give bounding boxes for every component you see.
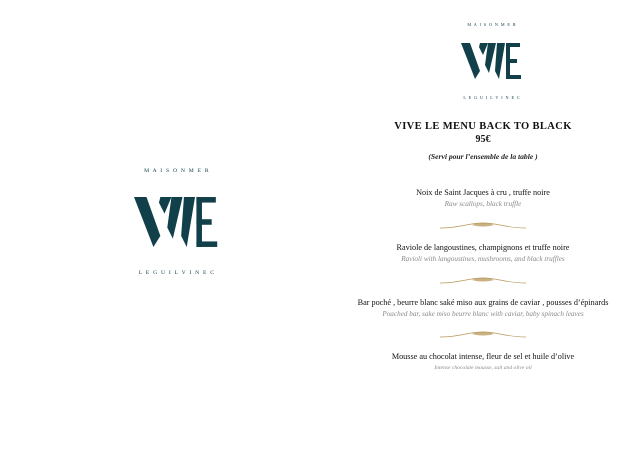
brand-monogram-icon [452,41,532,81]
brand-logo-header [452,22,532,100]
menu-subtitle: (Servi pour l’ensemble de la table ) [428,152,538,162]
brand-arc-top-text-main: M A I S O N M E R [144,168,210,174]
brand-monogram-icon-main [122,194,232,250]
course-name-fr: Mousse au chocolat intense, fleur de sel et huile d’olive [391,352,575,362]
flourish-divider-icon [438,330,528,340]
menu-course-item [352,297,614,320]
course-name-en: Intense chocolate mousse, salt and olive oil [434,364,532,371]
brand-arc-bottom-text: L E G U I L V I N E C [463,95,521,100]
menu-price: 95€ [475,134,491,146]
course-name-en: Raw scallops, black truffle [444,200,522,209]
menu-course-item [352,351,614,372]
flourish-divider-icon [438,276,528,286]
menu-title: VIVE LE MENU BACK TO BLACK [394,121,572,132]
brand-logo-main [122,168,232,276]
brand-arc-top-text: M A I S O N M E R [467,22,517,27]
course-name-fr: Noix de Saint Jacques à cru , truffe noire [416,188,550,198]
course-name-fr: Raviole de langoustines, champignons et truffe noire [396,242,570,252]
menu-panel [352,120,614,372]
menu-course-list [352,187,614,372]
menu-course-item [352,187,614,210]
flourish-divider-icon [438,221,528,231]
menu-course-item [352,242,614,265]
course-name-fr: Bar poché , beurre blanc saké miso aux grains de caviar , pousses d’épinards [357,297,609,307]
brand-arc-bottom-text-main: L E G U I L V I N E C [138,270,216,276]
course-name-en: Ravioli with langoustines, mushrooms, and black truffles [401,254,565,263]
course-name-en: Poached bar, sake miso beurre blanc with caviar, baby spinach leaves [382,309,584,318]
